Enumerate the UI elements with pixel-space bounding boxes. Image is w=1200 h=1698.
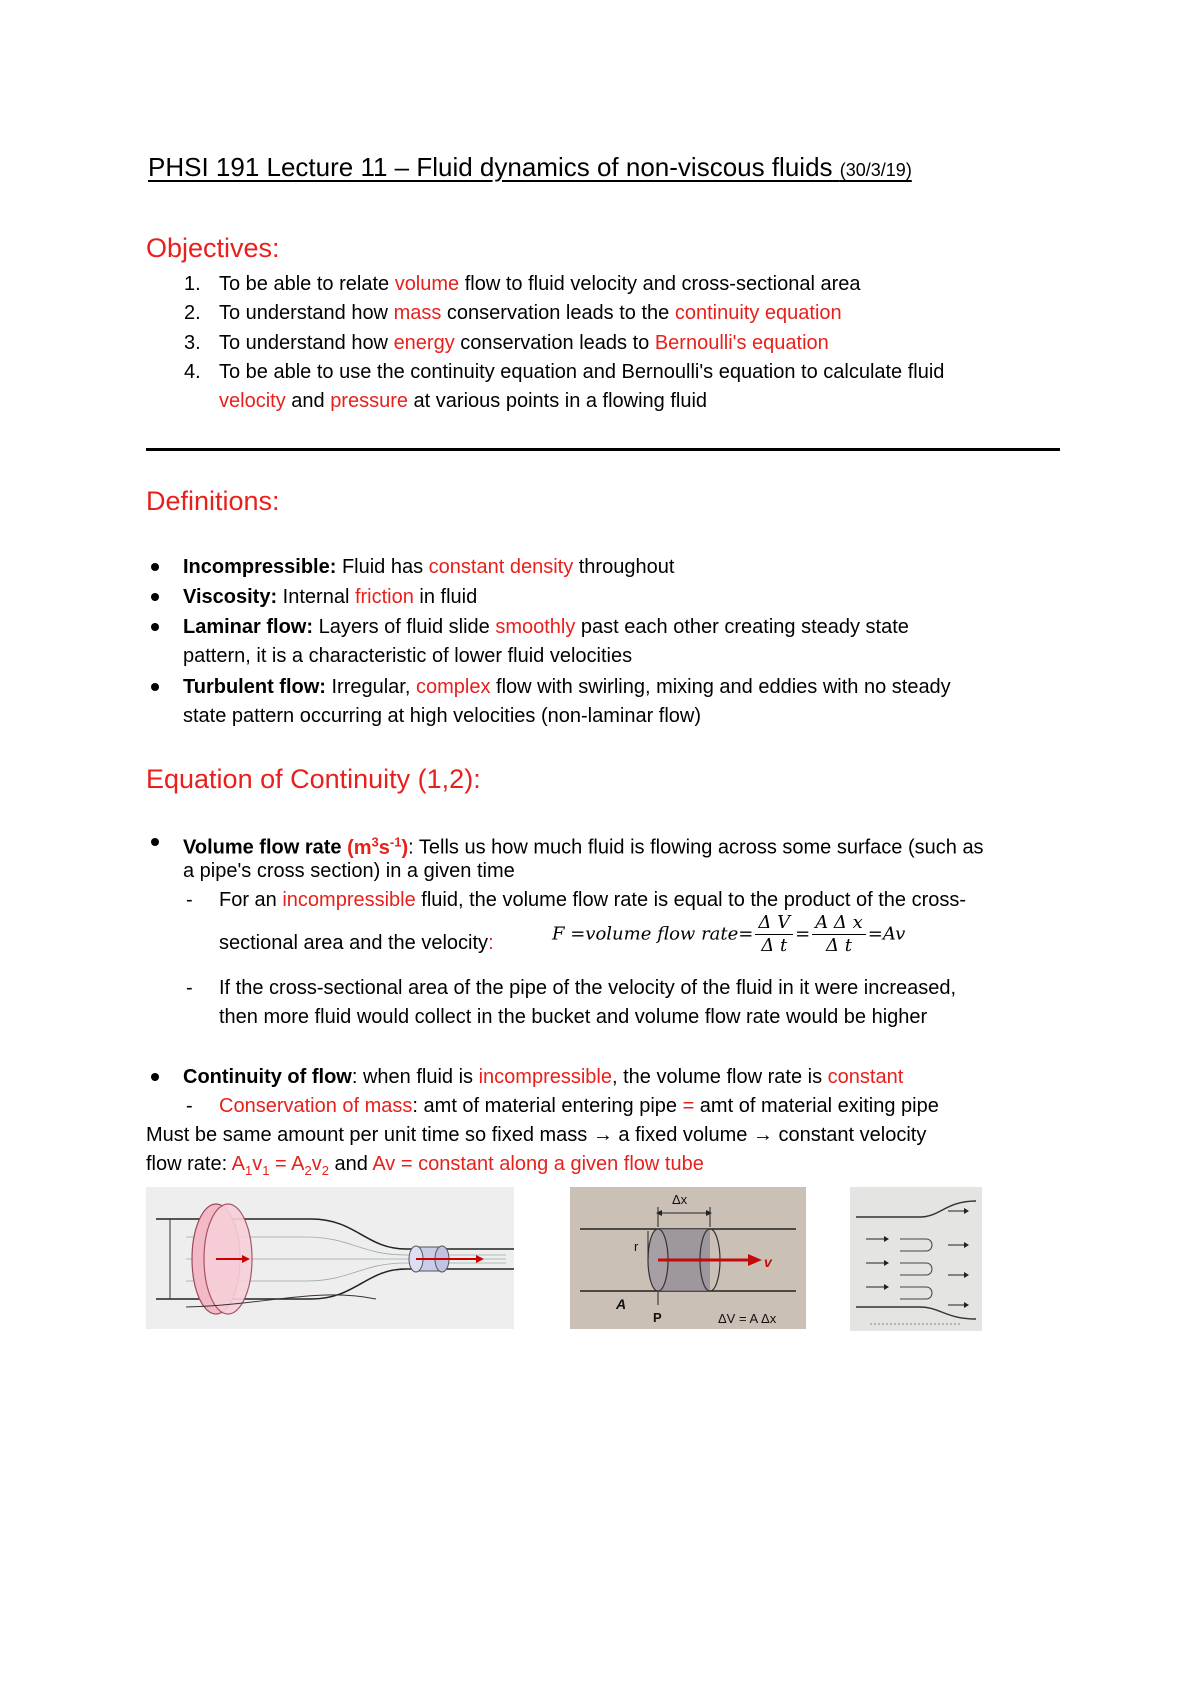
definition-laminar: Laminar flow: Layers of fluid slide smoothly past each other creating steady state (183, 616, 909, 638)
page-title (148, 152, 1068, 183)
bullet-icon (151, 623, 159, 631)
objective-number: 4. (184, 361, 201, 383)
objective-number: 2. (184, 302, 201, 324)
pipe-narrowing-figure (146, 1187, 514, 1329)
cross-section-dash-cont: then more fluid would collect in the bucket and volume flow rate would be higher (219, 1006, 928, 1028)
pipe-segment-figure (570, 1187, 806, 1329)
continuity-of-flow-line: Continuity of flow: when fluid is incompressible, the volume flow rate is constant (183, 1066, 904, 1088)
objective-item-2: To understand how mass conservation leads to the continuity equation (219, 302, 842, 324)
title-text: PHSI 191 Lecture 11 – Fluid dynamics of non-viscous fluids (148, 152, 833, 182)
flow-rate-equation: F =volume flow rate= $\frac{\text{Δ V}}{\text{Δ t}}$ = $\frac{\text{A Δ x}}{\text{Δ t}}$ =Av (552, 912, 906, 956)
definition-viscosity: Viscosity: Internal friction in fluid (183, 586, 478, 608)
dash-marker: - (186, 977, 193, 999)
bullet-icon (151, 838, 159, 846)
area-label: A (616, 1296, 627, 1312)
definition-laminar-cont: pattern, it is a characteristic of lower fluid velocities (183, 645, 633, 667)
radius-label: r (634, 1239, 639, 1254)
objective-item-4-cont: velocity and pressure at various points in a flowing fluid (219, 390, 708, 412)
flow-tube-figure (850, 1187, 982, 1331)
definitions-heading: Definitions: (146, 486, 280, 516)
point-label: P (653, 1310, 662, 1325)
title-date: (30/3/19) (839, 160, 912, 180)
objectives-heading: Objectives: (146, 233, 280, 263)
volume-flow-rate-line: Volume flow rate $(m^3s^{-1})$: Tells us how much fluid is flowing across some surface (such as (183, 834, 984, 859)
incompressible-dash-line: For an incompressible fluid, the volume flow rate is equal to the product of the cross- (219, 889, 967, 911)
objective-item-4: To be able to use the continuity equation and Bernoulli's equation to calculate fluid (219, 361, 945, 383)
objective-item-1: To be able to relate volume flow to fluid velocity and cross-sectional area (219, 273, 861, 295)
incompressible-dash-cont: sectional area and the velocity: (219, 932, 494, 954)
volume-flow-rate-cont: a pipe's cross section) in a given time (183, 860, 515, 882)
objective-number: 1. (184, 273, 201, 295)
flow-rate-constant-line: flow rate: $A_1v_1 = A_2v_2$ and Av = constant along a given flow tube (146, 1153, 704, 1178)
bullet-icon (151, 593, 159, 601)
conservation-of-mass-line: Conservation of mass: amt of material entering pipe = amt of material exiting pipe (219, 1095, 939, 1117)
definition-turbulent: Turbulent flow: Irregular, complex flow with swirling, mixing and eddies with no steady (183, 676, 951, 698)
bullet-icon (151, 563, 159, 571)
dash-marker: - (186, 1095, 193, 1117)
volume-equation-label: ΔV = A Δx (718, 1311, 777, 1326)
delta-x-label: Δx (672, 1192, 688, 1207)
velocity-label: v (764, 1254, 772, 1270)
bullet-icon (151, 1073, 159, 1081)
objective-item-3: To understand how energy conservation leads to Bernoulli's equation (219, 332, 829, 354)
continuity-heading: Equation of Continuity (1,2): (146, 764, 481, 794)
dash-marker: - (186, 889, 193, 911)
section-divider (146, 448, 1060, 451)
must-be-same-line: Must be same amount per unit time so fixed mass → a fixed volume → constant velocity (146, 1124, 927, 1146)
objective-number: 3. (184, 332, 201, 354)
definition-incompressible: Incompressible: Fluid has constant density throughout (183, 556, 675, 578)
cross-section-dash-line: If the cross-sectional area of the pipe of the velocity of the fluid in it were increased, (219, 977, 957, 999)
bullet-icon (151, 683, 159, 691)
definition-turbulent-cont: state pattern occurring at high velocities (non-laminar flow) (183, 705, 702, 727)
